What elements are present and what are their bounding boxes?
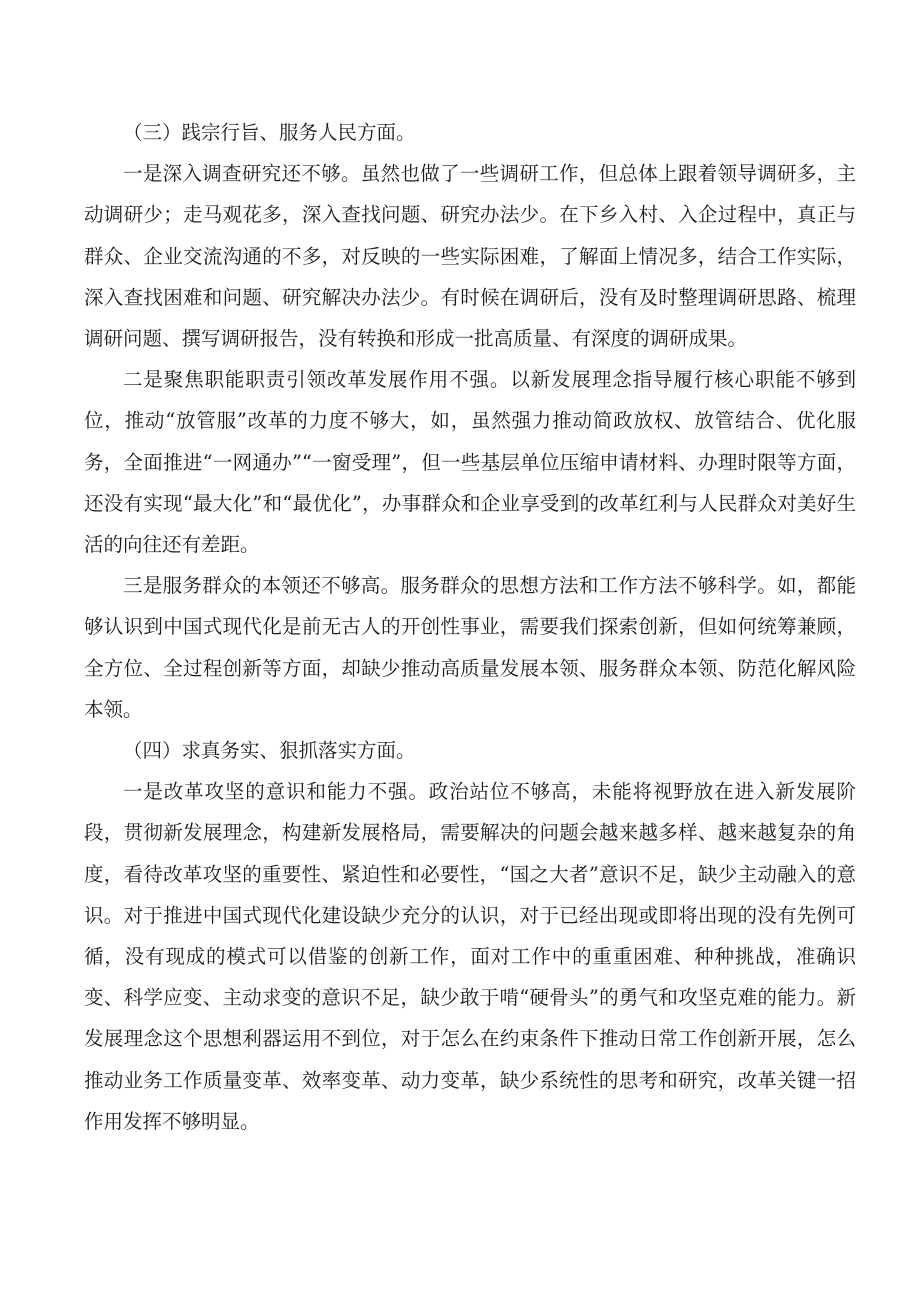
paragraph-4-1: 一是改革攻坚的意识和能力不强。政治站位不够高，未能将视野放在进入新发展阶段，贯彻新发展理念，构建新发展格局，需要解决的问题会越来越多样、越来越复杂的角度，看待改革攻坚的重要性、紧迫性和必要性，“国之大者”意识不足，缺少主动融入的意识。对于推进中国式现代化建设缺少充分的认识，对于已经出现或即将出现的没有先例可循，没有现成的模式可以借鉴的创新工作，面对工作中的重重困难、种种挑战，准确识变、科学应变、主动求变的意识不足，缺少敢于啃“硬骨头”的勇气和攻坚克难的能力。新发展理念这个思想利器运用不到位，对于怎么在约束条件下推动日常工作创新开展，怎么推动业务工作质量变革、效率变革、动力变革，缺少系统性的思考和研究，改革关键一招作用发挥不够明显。 <box>84 780 856 1133</box>
paragraph-3-3: 三是服务群众的本领还不够高。服务群众的思想方法和工作方法不够科学。如，都能够认识到中国式现代化是前无古人的开创性事业，需要我们探索创新，但如何统筹兼顾，全方位、全过程创新等方面，却缺少推动高质量发展本领、服务群众本领、防范化解风险本领。 <box>84 574 856 721</box>
document-body <box>84 112 856 1142</box>
paragraph-3-1: 一是深入调查研究还不够。虽然也做了一些调研工作，但总体上跟着领导调研多，主动调研少；走马观花多，深入查找问题、研究办法少。在下乡入村、入企过程中，真正与群众、企业交流沟通的不多，对反映的一些实际困难，了解面上情况多，结合工作实际，深入查找困难和问题、研究解决办法少。有时候在调研后，没有及时整理调研思路、梳理调研问题、撰写调研报告，没有转换和形成一批高质量、有深度的调研成果。 <box>84 162 856 351</box>
section-heading-3: （三）践宗行旨、服务人民方面。 <box>123 121 416 144</box>
paragraph-3-2: 二是聚焦职能职责引领改革发展作用不强。以新发展理念指导履行核心职能不够到位，推动“放管服”改革的力度不够大，如，虽然强力推动简政放权、放管结合、优化服务，全面推进“一网通办”“一窗受理”，但一些基层单位压缩申请材料、办理时限等方面，还没有实现“最大化”和“最优化”，办事群众和企业享受到的改革红利与人民群众对美好生活的向往还有差距。 <box>84 368 856 557</box>
section-heading-4: （四）求真务实、狠抓落实方面。 <box>123 739 416 763</box>
